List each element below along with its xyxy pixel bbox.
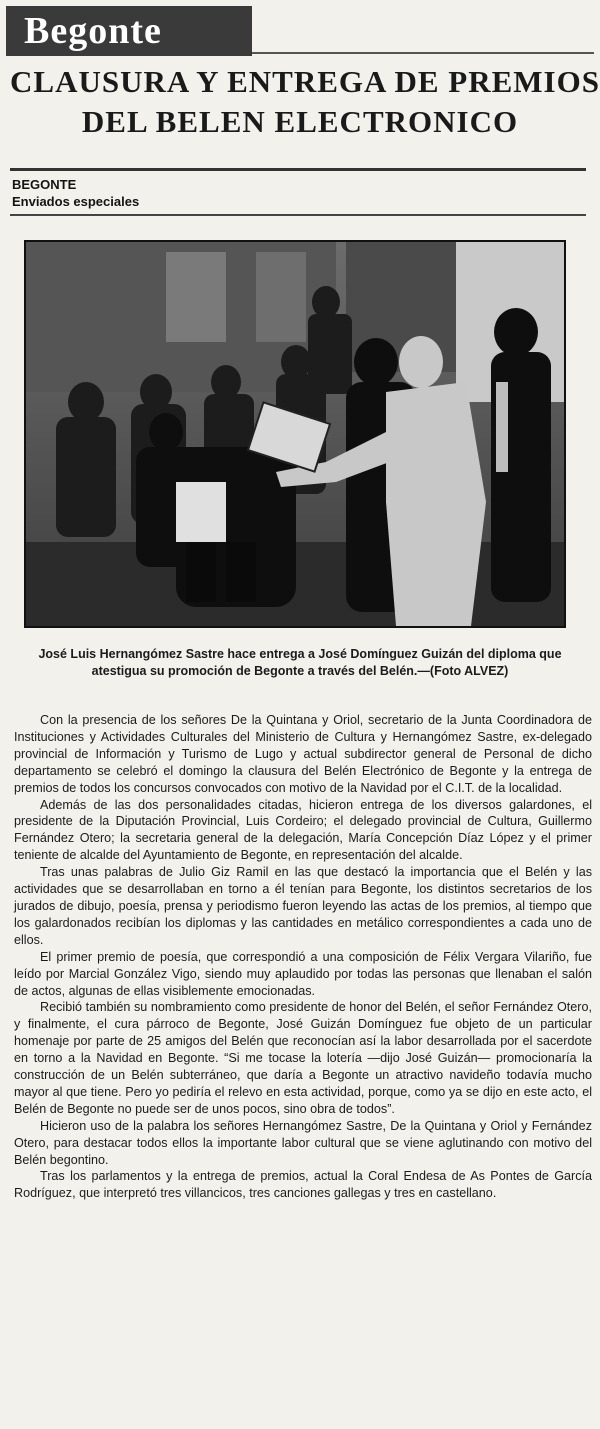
divider-top bbox=[10, 168, 586, 171]
section-tag: Begonte bbox=[6, 6, 252, 56]
article-paragraph: Tras los parlamentos y la entrega de premios, actual la Coral Endesa de As Pontes de García Rodríguez, que interpretó tres villancicos, tres canciones gallegas y tres en castellano. bbox=[14, 1169, 592, 1201]
photo-caption: José Luis Hernangómez Sastre hace entrega a José Domínguez Guizán del diploma que atestigua su promoción de Begonte a través del Belén.—(Foto ALVEZ) bbox=[38, 647, 562, 678]
headline-line-2: DEL BELEN ELECTRONICO bbox=[81, 104, 519, 139]
article-paragraph: El primer premio de poesía, que correspondió a una composición de Félix Vergara Vilariño, fue leído por Marcial González Vigo, siendo muy aplaudido por todas las personas que llenaban el salón de actos, algunas de ellas visiblemente emocionadas. bbox=[14, 949, 592, 998]
article-paragraph: Con la presencia de los señores De la Quintana y Oriol, secretario de la Junta Coordinadora de Instituciones y Actividades Culturales del Ministerio de Cultura y Hernangómez Sastre, ex-delegado provincial de Información y Turismo de Lugo y actual subdirector general de Personal de dicho departamento se celebró el domingo la clausura del Belén Electrónico de Begonte y la entrega de premios de todos los concursos convocados con motivo de la Navidad por el C.I.T. de la localidad. bbox=[14, 713, 592, 795]
dateline-place: BEGONTE bbox=[12, 177, 77, 192]
dateline bbox=[12, 176, 139, 210]
article-paragraph: Recibió también su nombramiento como presidente de honor del Belén, el señor Fernández Otero, y finalmente, el cura párroco de Begonte, José Guizán Domínguez fue objeto de un particular homenaje por parte de 25 amigos del Belén que reconocían así la labor desarrollada por el sacerdote en torno a la Navidad en Begonte. “Si me tocase la lotería —dijo José Guizán— promocionaría la construcción de un Belén subterráneo, que daría a Begonte un atractivo navideño todavía mucho mayor al que tiene. Pero yo pediría el relevo en esta actividad, porque, como ya se dijo en este acto, el Belén de Begonte no puede ser de unos pocos, sino obra de todos”. bbox=[14, 1000, 592, 1116]
dateline-byline: Enviados especiales bbox=[12, 194, 140, 209]
article-paragraph: Hicieron uso de la palabra los señores Hernangómez Sastre, De la Quintana y Oriol y Fernández Otero, para destacar todos ellos la importante labor cultural que se viene aglutinando con motivo del Belén begontino. bbox=[14, 1118, 592, 1167]
divider-bottom bbox=[10, 214, 586, 216]
headline bbox=[10, 62, 600, 142]
photo-award-ceremony-icon bbox=[26, 242, 564, 626]
section-rule bbox=[252, 52, 594, 54]
article-paragraph: Además de las dos personalidades citadas, hicieron entrega de los diversos galardones, el presidente de la Diputación Provincial, Luis Cordeiro; el delegado provincial de Cultura, Guillermo Fernández Otero; la secretaria general de la delegación, María Concepción Díaz López y el primer teniente de alcalde del Ayuntamiento de Begonte, en representación del alcalde. bbox=[14, 797, 592, 863]
headline-line-1: CLAUSURA Y ENTREGA DE PREMIOS bbox=[10, 64, 600, 99]
news-photo bbox=[24, 240, 566, 628]
article-body bbox=[14, 712, 592, 1202]
article-paragraph: Tras unas palabras de Julio Giz Ramil en las que destacó la importancia que el Belén y las actividades que se desarrollaban en torno a él tenían para Begonte, los distintos secretarios de los jurados de dibujo, poesía, prensa y periodismo fueron leyendo las actas de los premios, al tiempo que los galardonados recibían los diplomas y las cantidades en metálico correspondientes a cada uno de ellos. bbox=[14, 865, 592, 947]
